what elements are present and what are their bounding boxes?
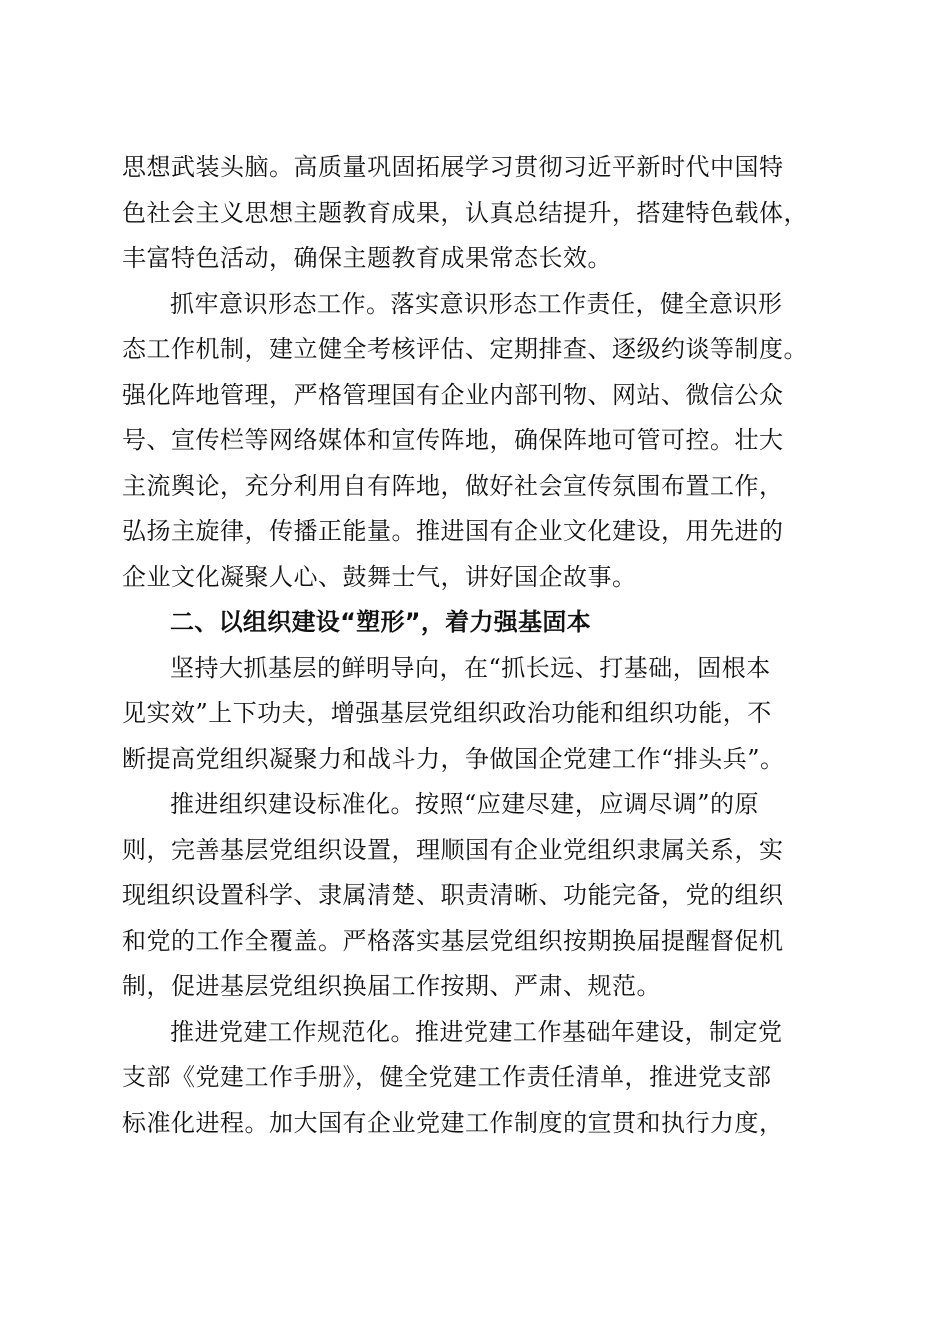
text-line: 丰富特色活动，确保主题教育成果常态长效。 (122, 244, 612, 272)
paragraph-start-line: 推进党建工作规范化。推进党建工作基础年建设，制定党 (170, 1017, 783, 1046)
paragraph-start-line: 推进组织建设标准化。按照“应建尽建，应调尽调”的原 (170, 790, 760, 818)
section-heading: 二、以组织建设“塑形”，着力强基固本 (170, 608, 591, 636)
document-body (122, 145, 830, 1146)
paragraph-start-line: 坚持大抓基层的鲜明导向，在“抓长远、打基础，固根本 (170, 653, 771, 682)
text-line: 思想武装头脑。高质量巩固拓展学习贯彻习近平新时代中国特 (122, 153, 784, 181)
paragraph-start-line: 抓牢意识形态工作。落实意识形态工作责任，健全意识形 (170, 289, 783, 318)
text-line: 和党的工作全覆盖。严格落实基层党组织按期换届提醒督促机 (122, 926, 784, 955)
text-line: 断提高党组织凝聚力和战斗力，争做国企党建工作“排头兵”。 (122, 744, 785, 773)
text-line: 制，促进基层党组织换届工作按期、严肃、规范。 (122, 972, 661, 1000)
text-line: 见实效”上下功夫，增强基层党组织政治功能和组织功能，不 (122, 699, 772, 727)
text-line: 则，完善基层党组织设置，理顺国有企业党组织隶属关系，实 (122, 835, 784, 864)
text-line: 弘扬主旋律，传播正能量。推进国有企业文化建设，用先进的 (122, 517, 784, 545)
text-line: 色社会主义思想主题教育成果，认真总结提升，搭建特色载体， (122, 198, 808, 227)
text-line: 支部《党建工作手册》，健全党建工作责任清单，推进党支部 (122, 1063, 772, 1091)
text-line: 态工作机制，建立健全考核评估、定期排查、逐级约谈等制度。 (122, 335, 808, 363)
text-line: 主流舆论，充分利用自有阵地，做好社会宣传氛围布置工作， (122, 471, 784, 500)
text-line: 企业文化凝聚人心、鼓舞士气，讲好国企故事。 (122, 562, 637, 591)
text-line: 强化阵地管理，严格管理国有企业内部刊物、网站、微信公众 (122, 380, 784, 409)
text-line: 现组织设置科学、隶属清楚、职责清晰、功能完备，党的组织 (122, 881, 784, 909)
text-line: 标准化进程。加大国有企业党建工作制度的宣贯和执行力度， (122, 1108, 784, 1137)
text-line: 号、宣传栏等网络媒体和宣传阵地，确保阵地可管可控。壮大 (122, 426, 784, 454)
